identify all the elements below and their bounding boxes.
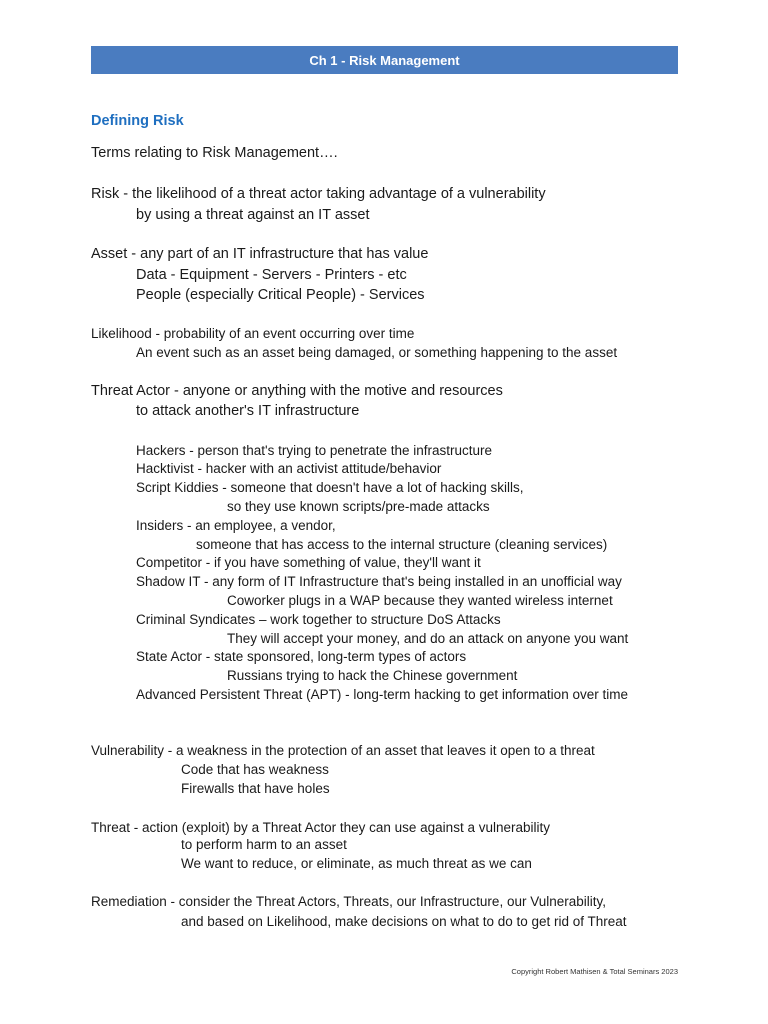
chapter-header-bar xyxy=(91,46,678,74)
actor-shadow-it: Shadow IT - any form of IT Infrastructure that's being installed in an unofficial way xyxy=(136,574,622,589)
intro-text: Terms relating to Risk Management…. xyxy=(91,145,338,161)
actor-criminal-syndicates-cont: They will accept your money, and do an attack on anyone you want xyxy=(227,631,629,646)
remediation-definition: Remediation - consider the Threat Actors, Threats, our Infrastructure, our Vulnerability, xyxy=(91,894,606,909)
likelihood-example: An event such as an asset being damaged, or something happening to the asset xyxy=(136,345,618,360)
threat-actor-definition-cont: to attack another's IT infrastructure xyxy=(136,403,360,419)
actor-script-kiddies: Script Kiddies - someone that doesn't have a lot of hacking skills, xyxy=(136,480,524,495)
likelihood-definition: Likelihood - probability of an event occurring over time xyxy=(91,326,415,341)
copyright-footer: Copyright Robert Mathisen & Total Seminars 2023 xyxy=(511,967,678,976)
threat-actor-definition: Threat Actor - anyone or anything with the motive and resources xyxy=(91,383,503,399)
vulnerability-definition: Vulnerability - a weakness in the protection of an asset that leaves it open to a threat xyxy=(91,743,595,758)
threat-definition-cont: to perform harm to an asset xyxy=(181,837,347,852)
actor-hacktivist: Hacktivist - hacker with an activist attitude/behavior xyxy=(136,461,442,476)
section-title: Defining Risk xyxy=(91,113,184,129)
remediation-definition-cont: and based on Likelihood, make decisions on what to do to get rid of Threat xyxy=(181,914,627,929)
actor-state: State Actor - state sponsored, long-term types of actors xyxy=(136,649,467,664)
asset-examples-2: People (especially Critical People) - Services xyxy=(136,287,425,303)
actor-shadow-it-cont: Coworker plugs in a WAP because they wanted wireless internet xyxy=(227,593,613,608)
risk-definition-cont: by using a threat against an IT asset xyxy=(136,207,370,223)
chapter-title: Ch 1 - Risk Management xyxy=(309,52,460,68)
actor-insiders-cont: someone that has access to the internal structure (cleaning services) xyxy=(196,537,608,552)
actor-insiders: Insiders - an employee, a vendor, xyxy=(136,518,336,533)
actor-script-kiddies-cont: so they use known scripts/pre-made attacks xyxy=(227,499,490,514)
risk-definition: Risk - the likelihood of a threat actor taking advantage of a vulnerability xyxy=(91,186,546,202)
actor-apt: Advanced Persistent Threat (APT) - long-term hacking to get information over time xyxy=(136,687,628,702)
vulnerability-example-2: Firewalls that have holes xyxy=(181,781,330,796)
actor-criminal-syndicates: Criminal Syndicates – work together to structure DoS Attacks xyxy=(136,612,501,627)
actor-hackers: Hackers - person that's trying to penetrate the infrastructure xyxy=(136,443,492,458)
threat-goal: We want to reduce, or eliminate, as much threat as we can xyxy=(181,856,532,871)
threat-definition: Threat - action (exploit) by a Threat Actor they can use against a vulnerability xyxy=(91,820,550,835)
asset-definition: Asset - any part of an IT infrastructure that has value xyxy=(91,246,429,262)
asset-examples-1: Data - Equipment - Servers - Printers - etc xyxy=(136,267,407,283)
vulnerability-example-1: Code that has weakness xyxy=(181,762,329,777)
actor-state-cont: Russians trying to hack the Chinese government xyxy=(227,668,518,683)
actor-competitor: Competitor - if you have something of value, they'll want it xyxy=(136,555,481,570)
